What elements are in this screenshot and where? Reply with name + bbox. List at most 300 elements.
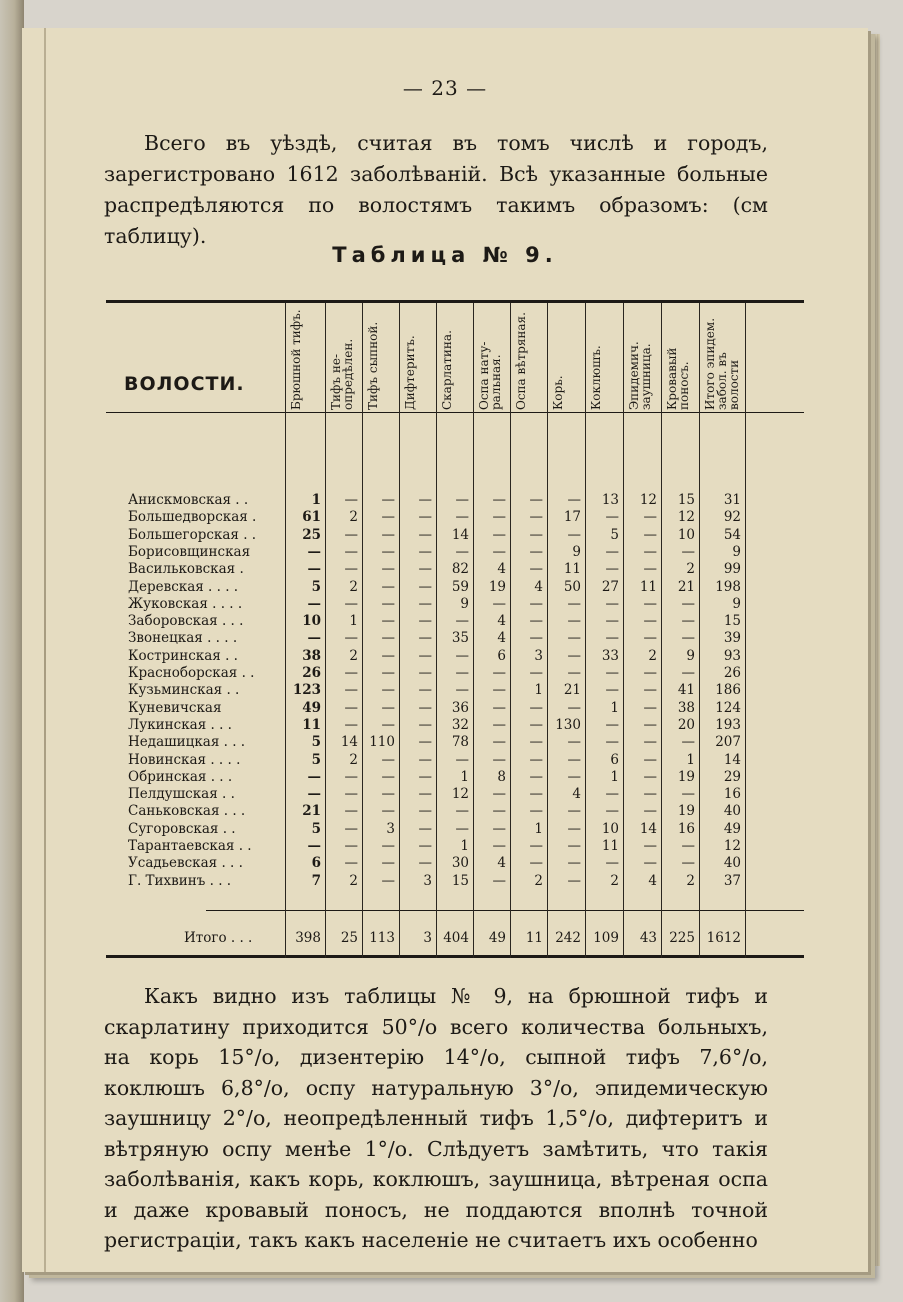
table-cell: — <box>344 561 358 578</box>
table-cell: 49 <box>302 699 321 716</box>
table-cell: 14 <box>340 734 358 751</box>
table-row <box>106 734 804 751</box>
table-cell: — <box>344 630 358 647</box>
table-cell: 21 <box>677 578 695 595</box>
table-cell: 1 <box>534 682 543 699</box>
table-cell: 207 <box>715 734 741 751</box>
table-cell: — <box>643 526 657 543</box>
table-cell: 25 <box>302 526 321 543</box>
table-cell: — <box>492 526 506 543</box>
table-cell: — <box>567 526 581 543</box>
table-cell: — <box>492 872 506 889</box>
table-cell: — <box>567 613 581 630</box>
table-cell: — <box>529 509 543 526</box>
table-cell: 21 <box>563 682 581 699</box>
table-cell: — <box>418 492 432 508</box>
table-cell: 41 <box>677 682 695 699</box>
table-cell: — <box>455 543 469 560</box>
table-cell: 9 <box>732 595 741 612</box>
table-cell: — <box>492 716 506 733</box>
table-cell: — <box>381 682 395 699</box>
table-cell: — <box>567 492 581 508</box>
table-cell: 27 <box>601 578 619 595</box>
table-row <box>106 803 804 820</box>
table-cell: — <box>567 820 581 837</box>
table-cell: 404 <box>443 930 469 946</box>
table-cell: — <box>418 716 432 733</box>
column-header: Скарлатина. <box>440 330 454 410</box>
table-cell: — <box>529 665 543 681</box>
body-paragraph: Какъ видно изъ таблицы № 9, на брюшной тифъ и скарлатину приходится 50°/о всего количества больныхъ, на корь 15°/о, дизентерію 14°/о, сыпной тифъ 7,6°/о, коклюшъ 6,8°/о, оспу натуральную 3°/о, эпидемическую заушницу 2°/о, неопредѣленный тифъ 1,5°/о, дифтеритъ и вѣтряную оспу менѣе 1°/о. Слѣдуетъ замѣтить, что такія заболѣванія, какъ корь, коклюшъ, заушница, вѣтреная оспа и даже кровавый поносъ, не поддаются вполнѣ точной регистраціи, такъ какъ населеніе не считаетъ ихъ особенно <box>104 984 768 1252</box>
table-cell: — <box>681 595 695 612</box>
table-cell: 12 <box>723 838 741 854</box>
table-cell: 11 <box>601 838 619 854</box>
table-cell: 4 <box>497 630 506 647</box>
table-title: Таблица № 9. <box>332 243 558 267</box>
table-cell: — <box>567 665 581 681</box>
volost-column-header: ВОЛОСТИ. <box>124 373 245 395</box>
table-cell: — <box>492 734 506 751</box>
volost-name: Большедворская . <box>128 509 257 526</box>
table-row <box>106 682 804 699</box>
table-cell: — <box>418 561 432 578</box>
table-cell: 1612 <box>706 930 741 946</box>
volost-name: Васильковская . <box>128 561 244 578</box>
volost-name: Лукинская . . . <box>128 716 232 733</box>
table-cell: 2 <box>648 647 657 664</box>
table-cell: 1 <box>686 751 695 768</box>
table-cell: — <box>529 613 543 630</box>
table-cell: — <box>381 509 395 526</box>
table-cell: 15 <box>677 492 695 508</box>
table-cell: 93 <box>723 647 741 664</box>
table-cell: 2 <box>349 647 358 664</box>
volost-name: Жуковская . . . . <box>128 595 243 612</box>
table-cell: 130 <box>555 716 581 733</box>
table-cell: 14 <box>639 820 657 837</box>
table-cell: 5 <box>311 820 321 837</box>
table-cell: 1 <box>610 768 619 785</box>
table-cell: 9 <box>732 543 741 560</box>
table-cell: 9 <box>686 647 695 664</box>
table-cell: 17 <box>563 509 581 526</box>
table-cell: 4 <box>648 872 657 889</box>
table-cell: 99 <box>723 561 741 578</box>
volost-name: Кузьминская . . <box>128 682 240 699</box>
volost-name: Пелдушская . . <box>128 786 235 803</box>
table-cell: — <box>643 699 657 716</box>
table-row <box>106 700 804 717</box>
table-cell: — <box>681 543 695 560</box>
table-cell: — <box>418 699 432 716</box>
table-cell: 11 <box>525 930 543 946</box>
table-cell: 110 <box>369 734 395 751</box>
table-cell: 186 <box>715 682 741 699</box>
table-row <box>106 717 804 734</box>
table-cell: — <box>418 543 432 560</box>
table-cell: — <box>567 855 581 872</box>
table-cell: — <box>529 543 543 560</box>
table-cell: 19 <box>677 803 695 820</box>
table-cell: — <box>605 803 619 820</box>
table-cell: 82 <box>451 561 469 578</box>
table-cell: — <box>529 716 543 733</box>
table-cell: 26 <box>723 665 741 681</box>
table-cell: — <box>381 803 395 820</box>
table-cell: — <box>529 595 543 612</box>
table-cell: 15 <box>723 613 741 630</box>
table-cell: — <box>529 734 543 751</box>
table-cell: — <box>418 578 432 595</box>
volost-name: Г. Тихвинъ . . . <box>128 872 232 889</box>
table-cell: — <box>418 838 432 854</box>
table-cell: 92 <box>723 509 741 526</box>
table-cell: — <box>529 751 543 768</box>
table-cell: — <box>605 855 619 872</box>
table-cell: — <box>455 751 469 768</box>
table-cell: — <box>455 665 469 681</box>
table-cell: — <box>307 595 321 612</box>
table-cell: 113 <box>369 930 395 946</box>
intro-paragraph: Всего въ уѣздѣ, считая въ томъ числѣ и городъ, зарегистровано 1612 заболѣваній. Всѣ указанные больные распредѣляются по волостямъ такимъ образомъ: (см таблицу). <box>104 131 768 248</box>
table-cell: — <box>307 561 321 578</box>
table-cell: — <box>307 838 321 854</box>
table-cell: — <box>381 630 395 647</box>
table-cell: — <box>643 751 657 768</box>
gutter-shadow <box>44 28 46 1272</box>
table-cell: 5 <box>311 578 321 595</box>
volost-name: Саньковская . . . <box>128 803 246 820</box>
table-cell: — <box>418 820 432 837</box>
table-cell: 4 <box>497 855 506 872</box>
table-cell: 30 <box>451 855 469 872</box>
table-cell: — <box>681 786 695 803</box>
table-cell: — <box>455 820 469 837</box>
total-label: Итого . . . <box>184 930 253 946</box>
table-cell: — <box>455 613 469 630</box>
table-cell: — <box>529 838 543 854</box>
table-row <box>106 561 804 578</box>
table-cell: — <box>418 613 432 630</box>
table-cell: 16 <box>677 820 695 837</box>
table-cell: — <box>643 561 657 578</box>
table-cell: — <box>605 630 619 647</box>
table-cell: — <box>307 630 321 647</box>
background-left-page <box>0 0 24 1302</box>
table-cell: 31 <box>723 492 741 508</box>
table-cell: — <box>381 492 395 508</box>
table-cell: 4 <box>497 613 506 630</box>
volost-name: Красноборская . . <box>128 665 255 681</box>
table-row <box>106 544 804 561</box>
table-cell: — <box>567 699 581 716</box>
volost-name: Костринская . . <box>128 647 238 664</box>
column-header: Тифъ неопредѣлен. <box>329 338 355 410</box>
volost-name: Анискмовская . . <box>128 492 249 508</box>
table-cell: — <box>418 630 432 647</box>
table-cell: 14 <box>723 751 741 768</box>
table-cell: 5 <box>610 526 619 543</box>
table-cell: 3 <box>534 647 543 664</box>
table-cell: 26 <box>302 665 321 681</box>
column-header: Кровавый поносъ. <box>665 347 691 410</box>
table-cell: 6 <box>311 855 321 872</box>
table-cell: 10 <box>601 820 619 837</box>
table-row <box>106 527 804 544</box>
table-cell: 225 <box>669 930 695 946</box>
table-row <box>106 648 804 665</box>
table-cell: 6 <box>497 647 506 664</box>
table-cell: 10 <box>302 613 321 630</box>
table-cell: — <box>567 768 581 785</box>
table-cell: — <box>418 751 432 768</box>
table-cell: 398 <box>295 930 321 946</box>
table-cell: 20 <box>677 716 695 733</box>
table-cell: — <box>381 595 395 612</box>
table-cell: — <box>605 786 619 803</box>
table-cell: — <box>344 820 358 837</box>
table-cell: — <box>492 665 506 681</box>
table-row <box>106 786 804 803</box>
table-cell: 19 <box>677 768 695 785</box>
table-cell: — <box>681 630 695 647</box>
table-cell: — <box>381 699 395 716</box>
table-cell: — <box>492 509 506 526</box>
table-cell: — <box>605 595 619 612</box>
table-cell: — <box>567 838 581 854</box>
table-cell: 33 <box>601 647 619 664</box>
book-page <box>22 28 868 1272</box>
table-cell: — <box>344 543 358 560</box>
table-cell: 4 <box>534 578 543 595</box>
total-row <box>106 930 804 947</box>
table-cell: — <box>344 492 358 508</box>
table-cell: — <box>643 665 657 681</box>
column-header: Тифъ сыпной. <box>366 321 380 410</box>
table-cell: — <box>567 630 581 647</box>
table-cell: 25 <box>340 930 358 946</box>
table-cell: — <box>418 855 432 872</box>
table-cell: — <box>344 595 358 612</box>
table-cell: 1 <box>460 768 469 785</box>
table-cell: — <box>567 803 581 820</box>
table-cell: — <box>492 838 506 854</box>
column-header: Коклюшъ. <box>589 345 603 410</box>
table-total-rule <box>206 910 804 911</box>
table-cell: 49 <box>723 820 741 837</box>
table-cell: — <box>492 543 506 560</box>
table-cell: — <box>529 526 543 543</box>
table-cell: 50 <box>563 578 581 595</box>
table-cell: — <box>643 595 657 612</box>
volost-name: Большегорская . . <box>128 526 257 543</box>
table-cell: — <box>681 855 695 872</box>
column-header: Оспа вѣтряная. <box>514 312 528 410</box>
table-cell: — <box>381 786 395 803</box>
table-cell: 2 <box>349 509 358 526</box>
table-cell: 11 <box>563 561 581 578</box>
table-cell: — <box>455 509 469 526</box>
table-row <box>106 665 804 682</box>
table-cell: 9 <box>460 595 469 612</box>
table-row <box>106 855 804 872</box>
table-cell: 1 <box>311 492 321 508</box>
table-cell: — <box>418 665 432 681</box>
table-cell: 15 <box>451 872 469 889</box>
table-cell: 2 <box>686 872 695 889</box>
table-cell: — <box>418 526 432 543</box>
table-cell: — <box>529 786 543 803</box>
table-cell: — <box>605 716 619 733</box>
table-cell: 5 <box>311 734 321 751</box>
table-cell: — <box>418 509 432 526</box>
table-cell: 198 <box>715 578 741 595</box>
volost-name: Заборовская . . . <box>128 613 244 630</box>
table-cell: — <box>307 768 321 785</box>
table-cell: 37 <box>723 872 741 889</box>
table-cell: — <box>681 665 695 681</box>
table-cell: — <box>381 526 395 543</box>
table-cell: 3 <box>386 820 395 837</box>
table-cell: — <box>344 699 358 716</box>
table-cell: 11 <box>639 578 657 595</box>
table-cell: — <box>605 734 619 751</box>
table-row <box>106 821 804 838</box>
table-cell: — <box>492 751 506 768</box>
table-cell: — <box>681 838 695 854</box>
table-cell: — <box>643 716 657 733</box>
table-cell: 1 <box>534 820 543 837</box>
table-cell: — <box>381 838 395 854</box>
table-cell: 35 <box>451 630 469 647</box>
table-cell: — <box>418 734 432 751</box>
table-cell: 2 <box>534 872 543 889</box>
table-cell: 1 <box>349 613 358 630</box>
table-cell: — <box>344 768 358 785</box>
table-cell: — <box>605 665 619 681</box>
column-header: Эпидемич. заушница. <box>627 341 653 410</box>
table-cell: — <box>344 786 358 803</box>
table-cell: — <box>529 768 543 785</box>
table-cell: — <box>381 768 395 785</box>
table-cell: 21 <box>302 803 321 820</box>
table-cell: — <box>681 613 695 630</box>
volost-name: Обринская . . . <box>128 768 233 785</box>
column-header: Брюшной тифъ. <box>289 309 303 410</box>
table-cell: — <box>643 509 657 526</box>
table-cell: — <box>418 786 432 803</box>
table-cell: 193 <box>715 716 741 733</box>
table-cell: — <box>643 786 657 803</box>
table-cell: — <box>381 872 395 889</box>
table-cell: — <box>605 509 619 526</box>
table-cell: 2 <box>349 578 358 595</box>
table-cell: — <box>529 855 543 872</box>
table-cell: 29 <box>723 768 741 785</box>
table-cell: — <box>643 768 657 785</box>
table-cell: — <box>567 872 581 889</box>
table-row <box>106 613 804 630</box>
table-cell: 38 <box>677 699 695 716</box>
table-row <box>106 596 804 613</box>
table-row <box>106 492 804 509</box>
table-cell: — <box>418 682 432 699</box>
table-cell: — <box>381 665 395 681</box>
page-edges <box>866 34 880 1266</box>
table-cell: 8 <box>497 768 506 785</box>
volost-name: Новинская . . . . <box>128 751 241 768</box>
table-cell: 4 <box>497 561 506 578</box>
table-cell: — <box>344 526 358 543</box>
table-cell: 2 <box>349 872 358 889</box>
column-header: Оспа натуральная. <box>477 341 503 410</box>
column-header: Корь. <box>551 375 565 410</box>
table-cell: 43 <box>639 930 657 946</box>
table-cell: — <box>643 838 657 854</box>
table-cell: — <box>567 595 581 612</box>
table-cell: 5 <box>311 751 321 768</box>
table-cell: — <box>605 561 619 578</box>
table-cell: 12 <box>639 492 657 508</box>
page-number: — 23 — <box>402 76 488 100</box>
table-cell: — <box>643 803 657 820</box>
table-row <box>106 838 804 855</box>
table-cell: — <box>567 734 581 751</box>
table-cell: 16 <box>723 786 741 803</box>
table-cell: 2 <box>686 561 695 578</box>
volost-name: Борисовщинская <box>128 543 251 560</box>
table-cell: — <box>605 682 619 699</box>
table-cell: 36 <box>451 699 469 716</box>
table-row <box>106 630 804 647</box>
table-cell: — <box>344 716 358 733</box>
table-cell: — <box>529 561 543 578</box>
table-cell: — <box>381 855 395 872</box>
table-cell: — <box>381 647 395 664</box>
table-cell: — <box>529 492 543 508</box>
table-cell: — <box>643 682 657 699</box>
table-cell: — <box>307 786 321 803</box>
table-cell: — <box>605 613 619 630</box>
table-cell: — <box>643 543 657 560</box>
table-cell: 11 <box>302 716 321 733</box>
table-cell: — <box>492 699 506 716</box>
table-cell: 78 <box>451 734 469 751</box>
table-cell: 3 <box>423 930 432 946</box>
table-cell: 3 <box>423 872 432 889</box>
table-cell: — <box>344 665 358 681</box>
table-row <box>106 579 804 596</box>
table-cell: — <box>381 543 395 560</box>
table-cell: — <box>418 595 432 612</box>
table-cell: 32 <box>451 716 469 733</box>
table-cell: 1 <box>460 838 469 854</box>
table-row <box>106 769 804 786</box>
table-cell: — <box>455 647 469 664</box>
table-cell: — <box>643 855 657 872</box>
table-cell: — <box>455 492 469 508</box>
table-cell: — <box>344 803 358 820</box>
table-cell: 13 <box>601 492 619 508</box>
table-cell: — <box>529 803 543 820</box>
table-cell: — <box>643 630 657 647</box>
table-cell: — <box>492 682 506 699</box>
table-cell: — <box>344 855 358 872</box>
table-row <box>106 509 804 526</box>
volost-name: Тарантаевская . . <box>128 838 252 854</box>
table-cell: 9 <box>572 543 581 560</box>
table-cell: — <box>344 838 358 854</box>
